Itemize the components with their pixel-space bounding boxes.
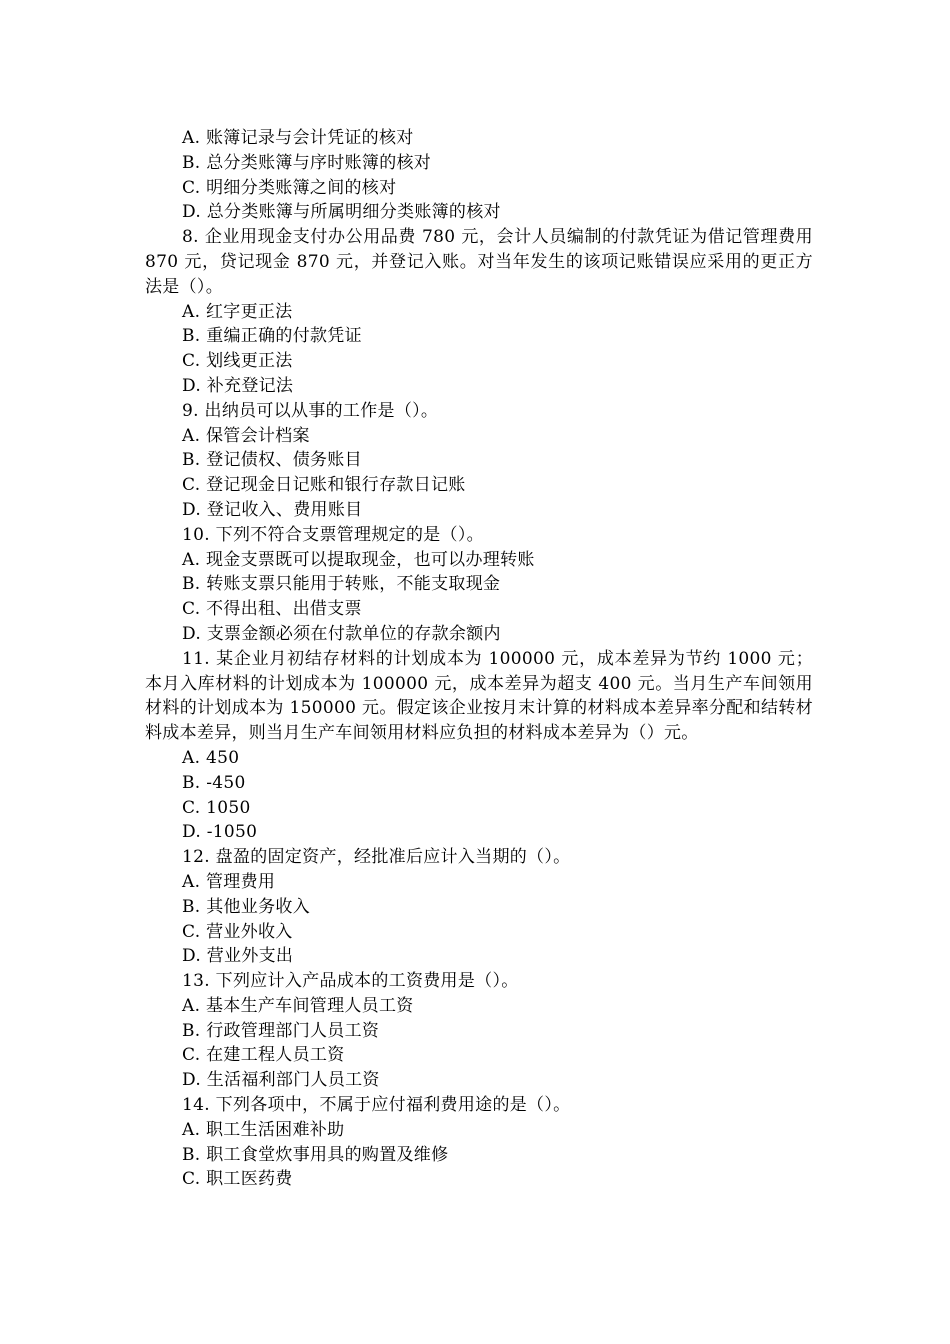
q8-option-b: B. 重编正确的付款凭证 <box>182 326 362 347</box>
q13-question: 13. 下列应计入产品成本的工资费用是（）。 <box>182 971 519 992</box>
q7-option-b: B. 总分类账簿与序时账簿的核对 <box>182 152 432 173</box>
q10-option-a: A. 现金支票既可以提取现金，也可以办理转账 <box>182 549 535 570</box>
q9-question: 9. 出纳员可以从事的工作是（）。 <box>182 400 439 421</box>
q9-option-b: B. 登记债权、债务账目 <box>182 450 362 471</box>
q10-option-b: B. 转账支票只能用于转账，不能支取现金 <box>182 574 501 595</box>
q10-question: 10. 下列不符合支票管理规定的是（）。 <box>182 524 484 545</box>
q12-option-d: D. 营业外支出 <box>182 946 294 967</box>
q8-option-a: A. 红字更正法 <box>182 301 293 322</box>
q13-option-c: C. 在建工程人员工资 <box>182 1045 345 1066</box>
q11-option-a: A. 450 <box>182 747 240 768</box>
q13-option-d: D. 生活福利部门人员工资 <box>182 1070 380 1091</box>
q8-question: 8. 企业用现金支付办公用品费 780 元，会计人员编制的付款凭证为借记管理费用 870 元，贷记现金 870 元，并登记入账。对当年发生的该项记账错误应采用的更正方法是（）。 <box>145 227 813 297</box>
q14-option-c: C. 职工医药费 <box>182 1169 293 1190</box>
q12-option-a: A. 管理费用 <box>182 871 276 892</box>
q14-question: 14. 下列各项中，不属于应付福利费用途的是（）。 <box>182 1095 571 1116</box>
q11-option-d: D. -1050 <box>182 822 258 843</box>
q9-option-c: C. 登记现金日记账和银行存款日记账 <box>182 475 466 496</box>
q8-option-d: D. 补充登记法 <box>182 375 294 396</box>
q8-option-c: C. 划线更正法 <box>182 351 293 372</box>
q7-option-c: C. 明细分类账簿之间的核对 <box>182 177 397 198</box>
q11-option-b: B. -450 <box>182 772 246 793</box>
q11-question: 11. 某企业月初结存材料的计划成本为 100000 元，成本差异为节约 1000 元；本月入库材料的计划成本为 100000 元，成本差异为超支 400 元。当月生产车间领用材料的计划成本为 150000 元。假定该企业按月末计算的材料成本差异率分配和结转材料成本差异，则当月生产车间领用材料应负担的材料成本差异为（）元。 <box>145 648 813 744</box>
q12-question: 12. 盘盈的固定资产，经批准后应计入当期的（）。 <box>182 847 571 868</box>
q7-option-a: A. 账簿记录与会计凭证的核对 <box>182 128 414 148</box>
q9-option-a: A. 保管会计档案 <box>182 425 310 446</box>
q11-option-c: C. 1050 <box>182 797 251 818</box>
q13-option-b: B. 行政管理部门人员工资 <box>182 1020 380 1041</box>
q14-option-b: B. 职工食堂炊事用具的购置及维修 <box>182 1144 449 1165</box>
q7-option-d: D. 总分类账簿与所属明细分类账簿的核对 <box>182 202 501 223</box>
q14-option-a: A. 职工生活困难补助 <box>182 1119 345 1140</box>
q12-option-c: C. 营业外收入 <box>182 921 293 942</box>
q12-option-b: B. 其他业务收入 <box>182 896 310 917</box>
document-body <box>145 126 813 1192</box>
q10-option-c: C. 不得出租、出借支票 <box>182 599 362 620</box>
q10-option-d: D. 支票金额必须在付款单位的存款余额内 <box>182 623 501 644</box>
q13-option-a: A. 基本生产车间管理人员工资 <box>182 995 414 1016</box>
q9-option-d: D. 登记收入、费用账目 <box>182 499 363 520</box>
